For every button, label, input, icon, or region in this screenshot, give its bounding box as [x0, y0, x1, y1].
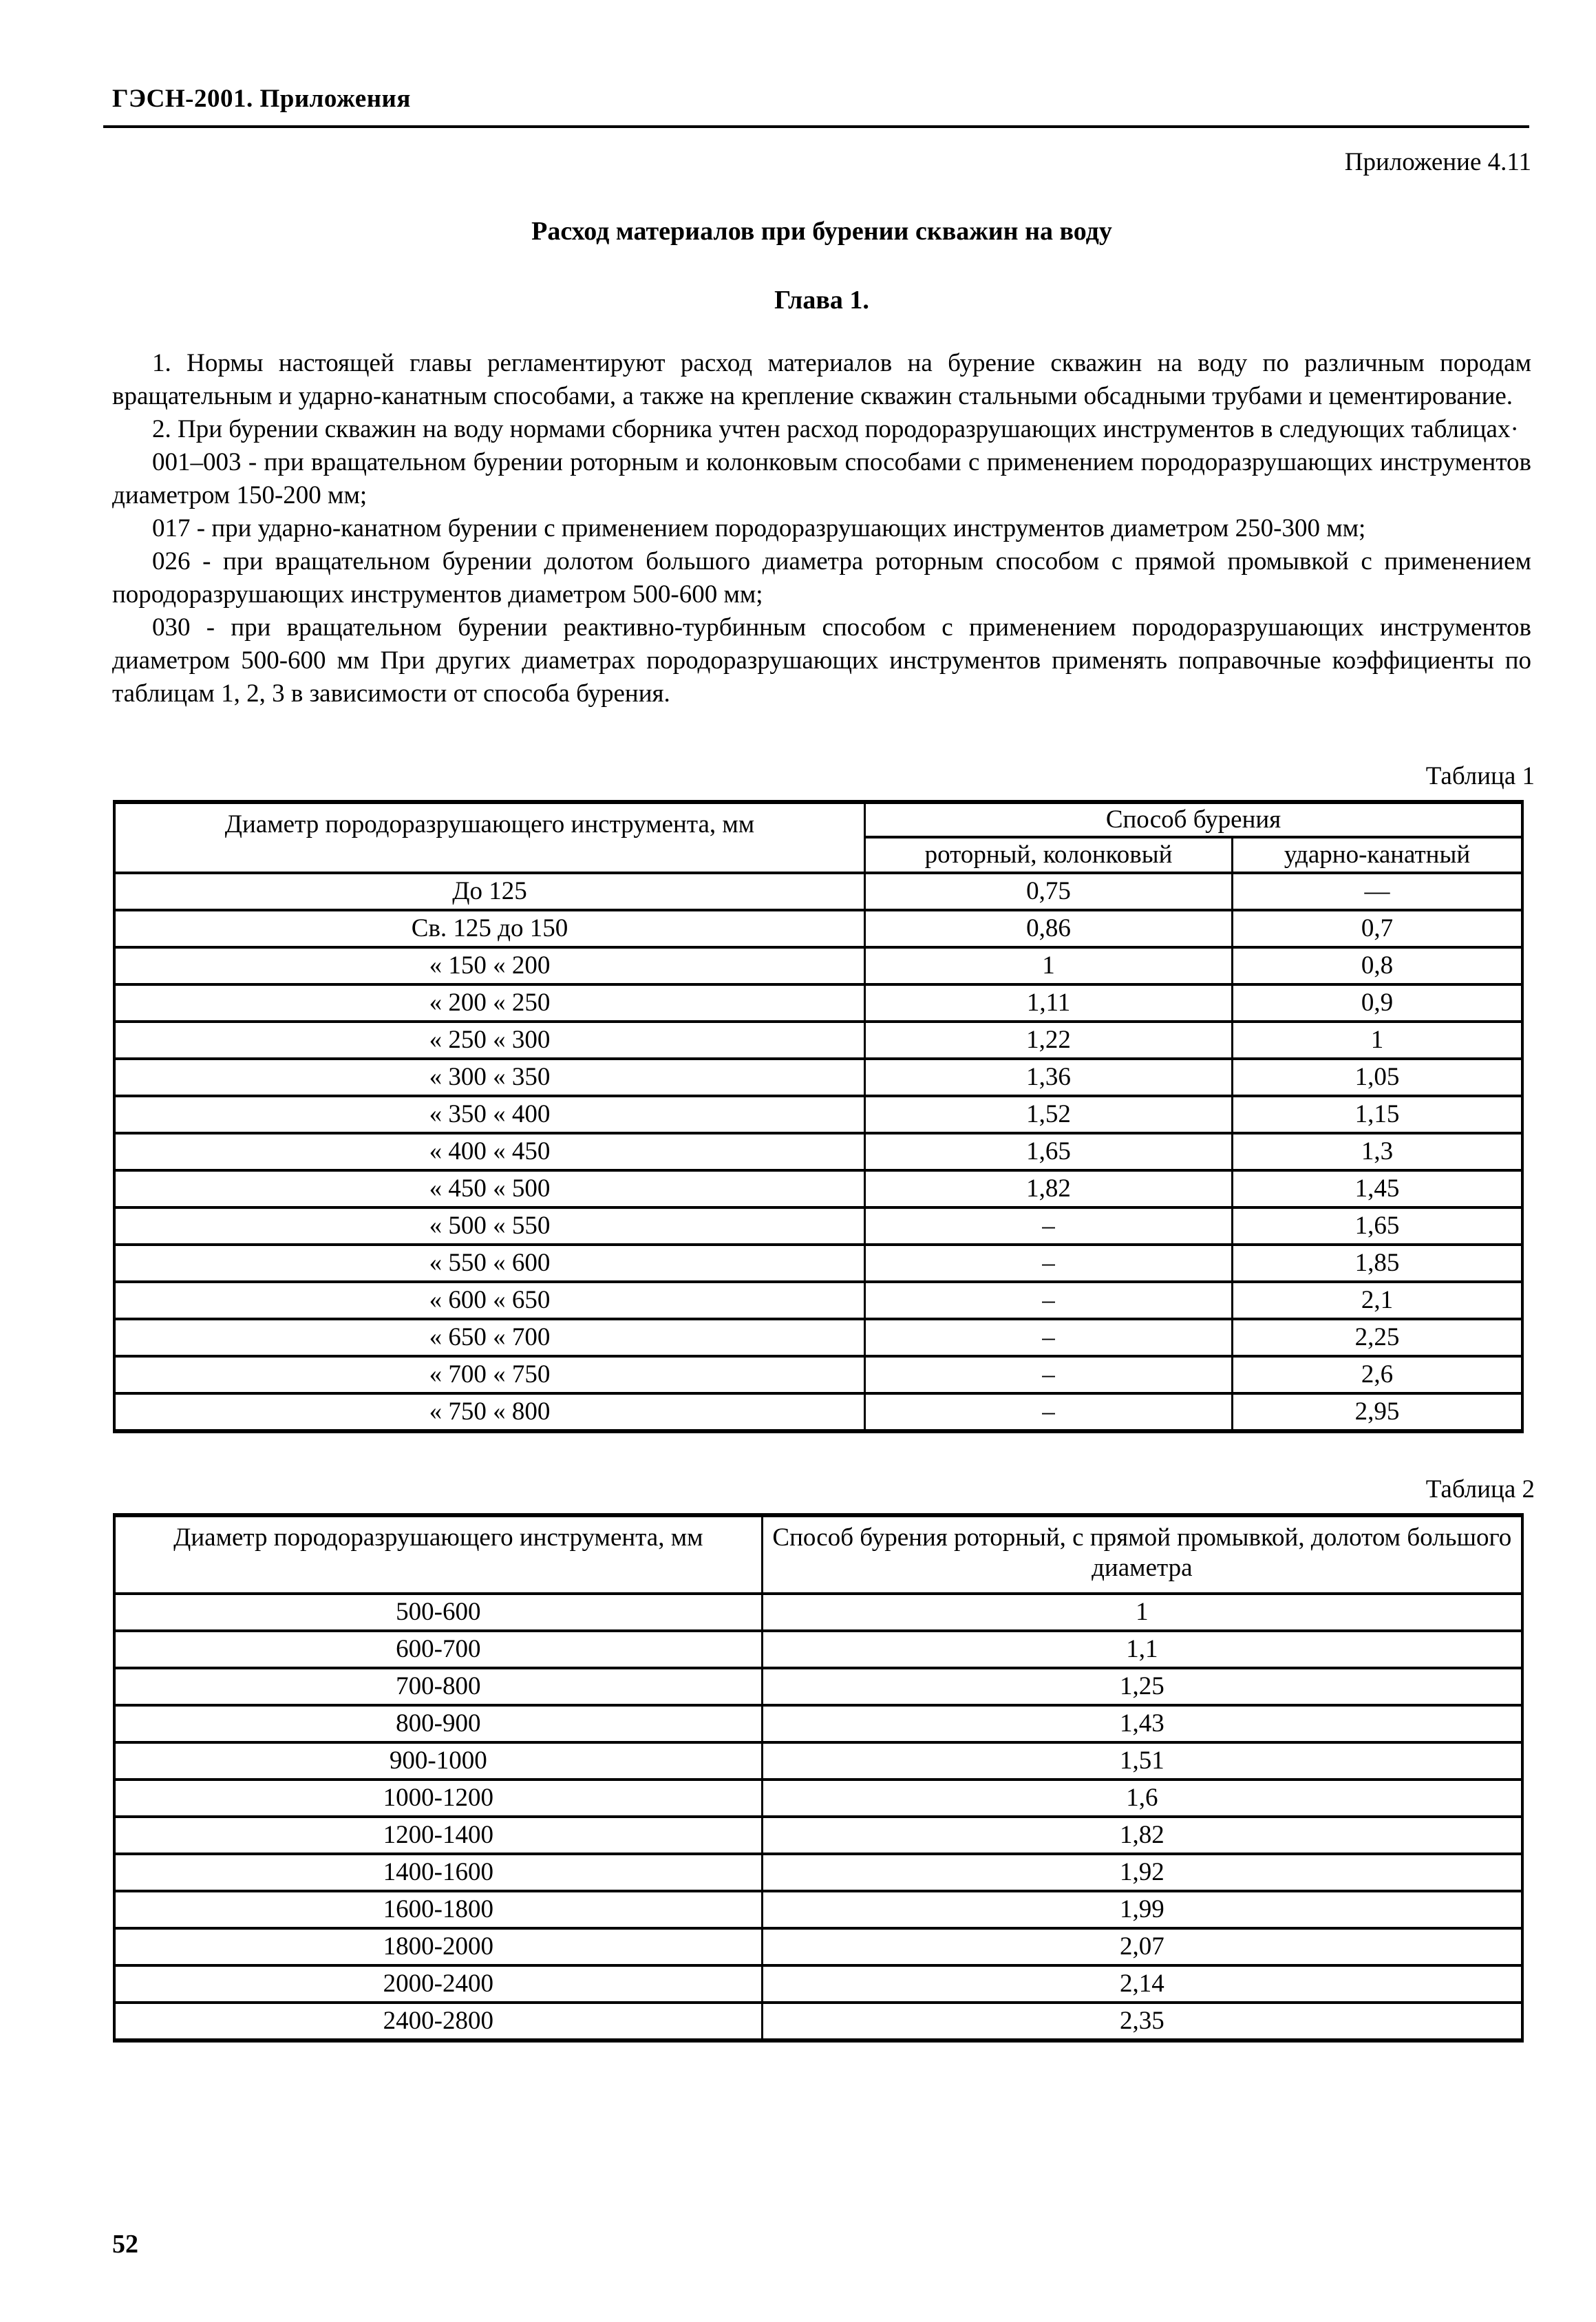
table-cell: 1,3 — [1233, 1133, 1522, 1170]
table-cell: 1,11 — [865, 984, 1233, 1022]
table-cell: 2,14 — [762, 1965, 1522, 2003]
table-cell: 2,95 — [1233, 1393, 1522, 1431]
table-cell: — — [1233, 873, 1522, 910]
table1-subheader-rotary: роторный, колонковый — [865, 837, 1233, 873]
table-cell: 600-700 — [114, 1631, 762, 1668]
appendix-label: Приложение 4.11 — [1344, 148, 1531, 176]
table-cell: – — [865, 1319, 1233, 1356]
table-row — [114, 1742, 1522, 1780]
table-cell: 1800-2000 — [114, 1928, 762, 1965]
table-cell: 1 — [1233, 1022, 1522, 1059]
table-cell: 1,65 — [1233, 1207, 1522, 1245]
table-cell: – — [865, 1282, 1233, 1319]
table-row — [114, 1022, 1522, 1059]
table-row — [114, 910, 1522, 947]
table-cell: 2,07 — [762, 1928, 1522, 1965]
table-row — [114, 1207, 1522, 1245]
table-cell: « 750 « 800 — [114, 1393, 865, 1431]
table-row — [114, 1393, 1522, 1431]
table-cell: – — [865, 1207, 1233, 1245]
table-cell: « 250 « 300 — [114, 1022, 865, 1059]
table-cell: « 700 « 750 — [114, 1356, 865, 1393]
table-cell: « 650 « 700 — [114, 1319, 865, 1356]
table2-col2-header: Способ бурения роторный, с прямой промывкой, долотом большого диаметра — [762, 1515, 1522, 1594]
table2-header-row — [114, 1515, 1522, 1594]
table-cell: « 500 « 550 — [114, 1207, 865, 1245]
table-cell: « 200 « 250 — [114, 984, 865, 1022]
table-row — [114, 1170, 1522, 1207]
table-cell: 1400-1600 — [114, 1854, 762, 1891]
table-cell: « 350 « 400 — [114, 1096, 865, 1133]
table1-header-row — [114, 802, 1522, 837]
table-row — [114, 947, 1522, 984]
page-number: 52 — [112, 2230, 138, 2259]
table-cell: 1,6 — [762, 1780, 1522, 1817]
table-cell: 1,05 — [1233, 1059, 1522, 1096]
table-cell: 900-1000 — [114, 1742, 762, 1780]
table-cell: 1 — [762, 1594, 1522, 1631]
table1-group-header: Способ бурения — [865, 802, 1522, 837]
table1-caption: Таблица 1 — [1425, 762, 1535, 790]
table-cell: 1,85 — [1233, 1245, 1522, 1282]
table-cell: « 150 « 200 — [114, 947, 865, 984]
table-cell: 0,75 — [865, 873, 1233, 910]
table-cell: 1,92 — [762, 1854, 1522, 1891]
table-cell: 2,35 — [762, 2003, 1522, 2040]
table-cell: 1600-1800 — [114, 1891, 762, 1928]
table-row — [114, 1356, 1522, 1393]
table-row — [114, 2003, 1522, 2040]
body-paragraph: 001–003 - при вращательном бурении роторным и колонковым способами с применением породоразрушающих инструментов диаметром 150-200 мм; — [112, 448, 1531, 509]
table-cell: 0,7 — [1233, 910, 1522, 947]
table-row — [114, 1965, 1522, 2003]
table-cell: 800-900 — [114, 1705, 762, 1742]
table-cell: 1,1 — [762, 1631, 1522, 1668]
table-cell: 1,99 — [762, 1891, 1522, 1928]
table-cell: 0,8 — [1233, 947, 1522, 984]
table-cell: 2,6 — [1233, 1356, 1522, 1393]
table-cell: « 400 « 450 — [114, 1133, 865, 1170]
table-row — [114, 1245, 1522, 1282]
table-row — [114, 1854, 1522, 1891]
table-row — [114, 1319, 1522, 1356]
table-row — [114, 1817, 1522, 1854]
document-title: Расход материалов при бурении скважин на воду — [531, 217, 1112, 246]
table-cell: « 450 « 500 — [114, 1170, 865, 1207]
table-cell: 0,9 — [1233, 984, 1522, 1022]
large-diameter-rotary-table — [113, 1513, 1524, 2043]
table1-subheader-percussion: ударно-канатный — [1233, 837, 1522, 873]
body-paragraph: 030 - при вращательном бурении реактивно-турбинным способом с применением породоразрушающих инструментов диаметром 500-600 мм При других диаметрах породоразрушающих инструментов применять поправочные коэффициенты по таблицам 1, 2, 3 в зависимости от способа бурения. — [112, 613, 1531, 708]
chapter-heading: Глава 1. — [774, 286, 869, 315]
table-row — [114, 873, 1522, 910]
table-cell: 1,36 — [865, 1059, 1233, 1096]
table-row — [114, 984, 1522, 1022]
table-cell: До 125 — [114, 873, 865, 910]
table-cell: 0,86 — [865, 910, 1233, 947]
body-text-block — [112, 347, 1531, 710]
table-row — [114, 1594, 1522, 1631]
table-cell: Св. 125 до 150 — [114, 910, 865, 947]
drilling-method-coefficients-table — [113, 800, 1524, 1433]
table-cell: 1,82 — [865, 1170, 1233, 1207]
table-cell: 1,82 — [762, 1817, 1522, 1854]
table-cell: 2000-2400 — [114, 1965, 762, 2003]
table-cell: 1,15 — [1233, 1096, 1522, 1133]
table-row — [114, 1631, 1522, 1668]
table-row — [114, 1928, 1522, 1965]
body-paragraph: 1. Нормы настоящей главы регламентируют расход материалов на бурение скважин на воду по различным породам вращательным и ударно-канатным способами, а также на крепление скважин стальными обсадными трубами и цементирование. — [112, 349, 1531, 410]
table-row — [114, 1705, 1522, 1742]
table-cell: 2,1 — [1233, 1282, 1522, 1319]
table-cell: 1,52 — [865, 1096, 1233, 1133]
table-cell: 1000-1200 — [114, 1780, 762, 1817]
body-paragraph: 017 - при ударно-канатном бурении с применением породоразрушающих инструментов диаметром 250-300 мм; — [152, 514, 1366, 542]
table2-col1-header: Диаметр породоразрушающего инструмента, мм — [114, 1515, 762, 1594]
table-cell: – — [865, 1393, 1233, 1431]
table2-caption: Таблица 2 — [1425, 1475, 1535, 1503]
table-cell: 2400-2800 — [114, 2003, 762, 2040]
table-row — [114, 1096, 1522, 1133]
table-row — [114, 1133, 1522, 1170]
table-cell: 1200-1400 — [114, 1817, 762, 1854]
table-cell: – — [865, 1356, 1233, 1393]
body-paragraph: 2. При бурении скважин на воду нормами сборника учтен расход породоразрушающих инструментов в следующих таблицах· — [152, 415, 1519, 443]
table-cell: « 550 « 600 — [114, 1245, 865, 1282]
table-cell: 1,43 — [762, 1705, 1522, 1742]
table-cell: 1 — [865, 947, 1233, 984]
table-cell: 500-600 — [114, 1594, 762, 1631]
table-cell: 1,51 — [762, 1742, 1522, 1780]
table-cell: « 600 « 650 — [114, 1282, 865, 1319]
table-cell: 1,65 — [865, 1133, 1233, 1170]
document-header: ГЭСН-2001. Приложения — [112, 85, 411, 113]
table-row — [114, 1282, 1522, 1319]
table-row — [114, 1668, 1522, 1705]
table-cell: 1,22 — [865, 1022, 1233, 1059]
table-cell: 2,25 — [1233, 1319, 1522, 1356]
table1-col1-header: Диаметр породоразрушающего инструмента, мм — [114, 802, 865, 873]
table-row — [114, 1780, 1522, 1817]
table-cell: 1,45 — [1233, 1170, 1522, 1207]
table-cell: 700-800 — [114, 1668, 762, 1705]
table-row — [114, 1059, 1522, 1096]
header-rule — [103, 125, 1529, 128]
table-cell: « 300 « 350 — [114, 1059, 865, 1096]
table-row — [114, 1891, 1522, 1928]
table-cell: 1,25 — [762, 1668, 1522, 1705]
table-cell: – — [865, 1245, 1233, 1282]
body-paragraph: 026 - при вращательном бурении долотом большого диаметра роторным способом с прямой промывкой с применением породоразрушающих инструментов диаметром 500-600 мм; — [112, 547, 1531, 609]
